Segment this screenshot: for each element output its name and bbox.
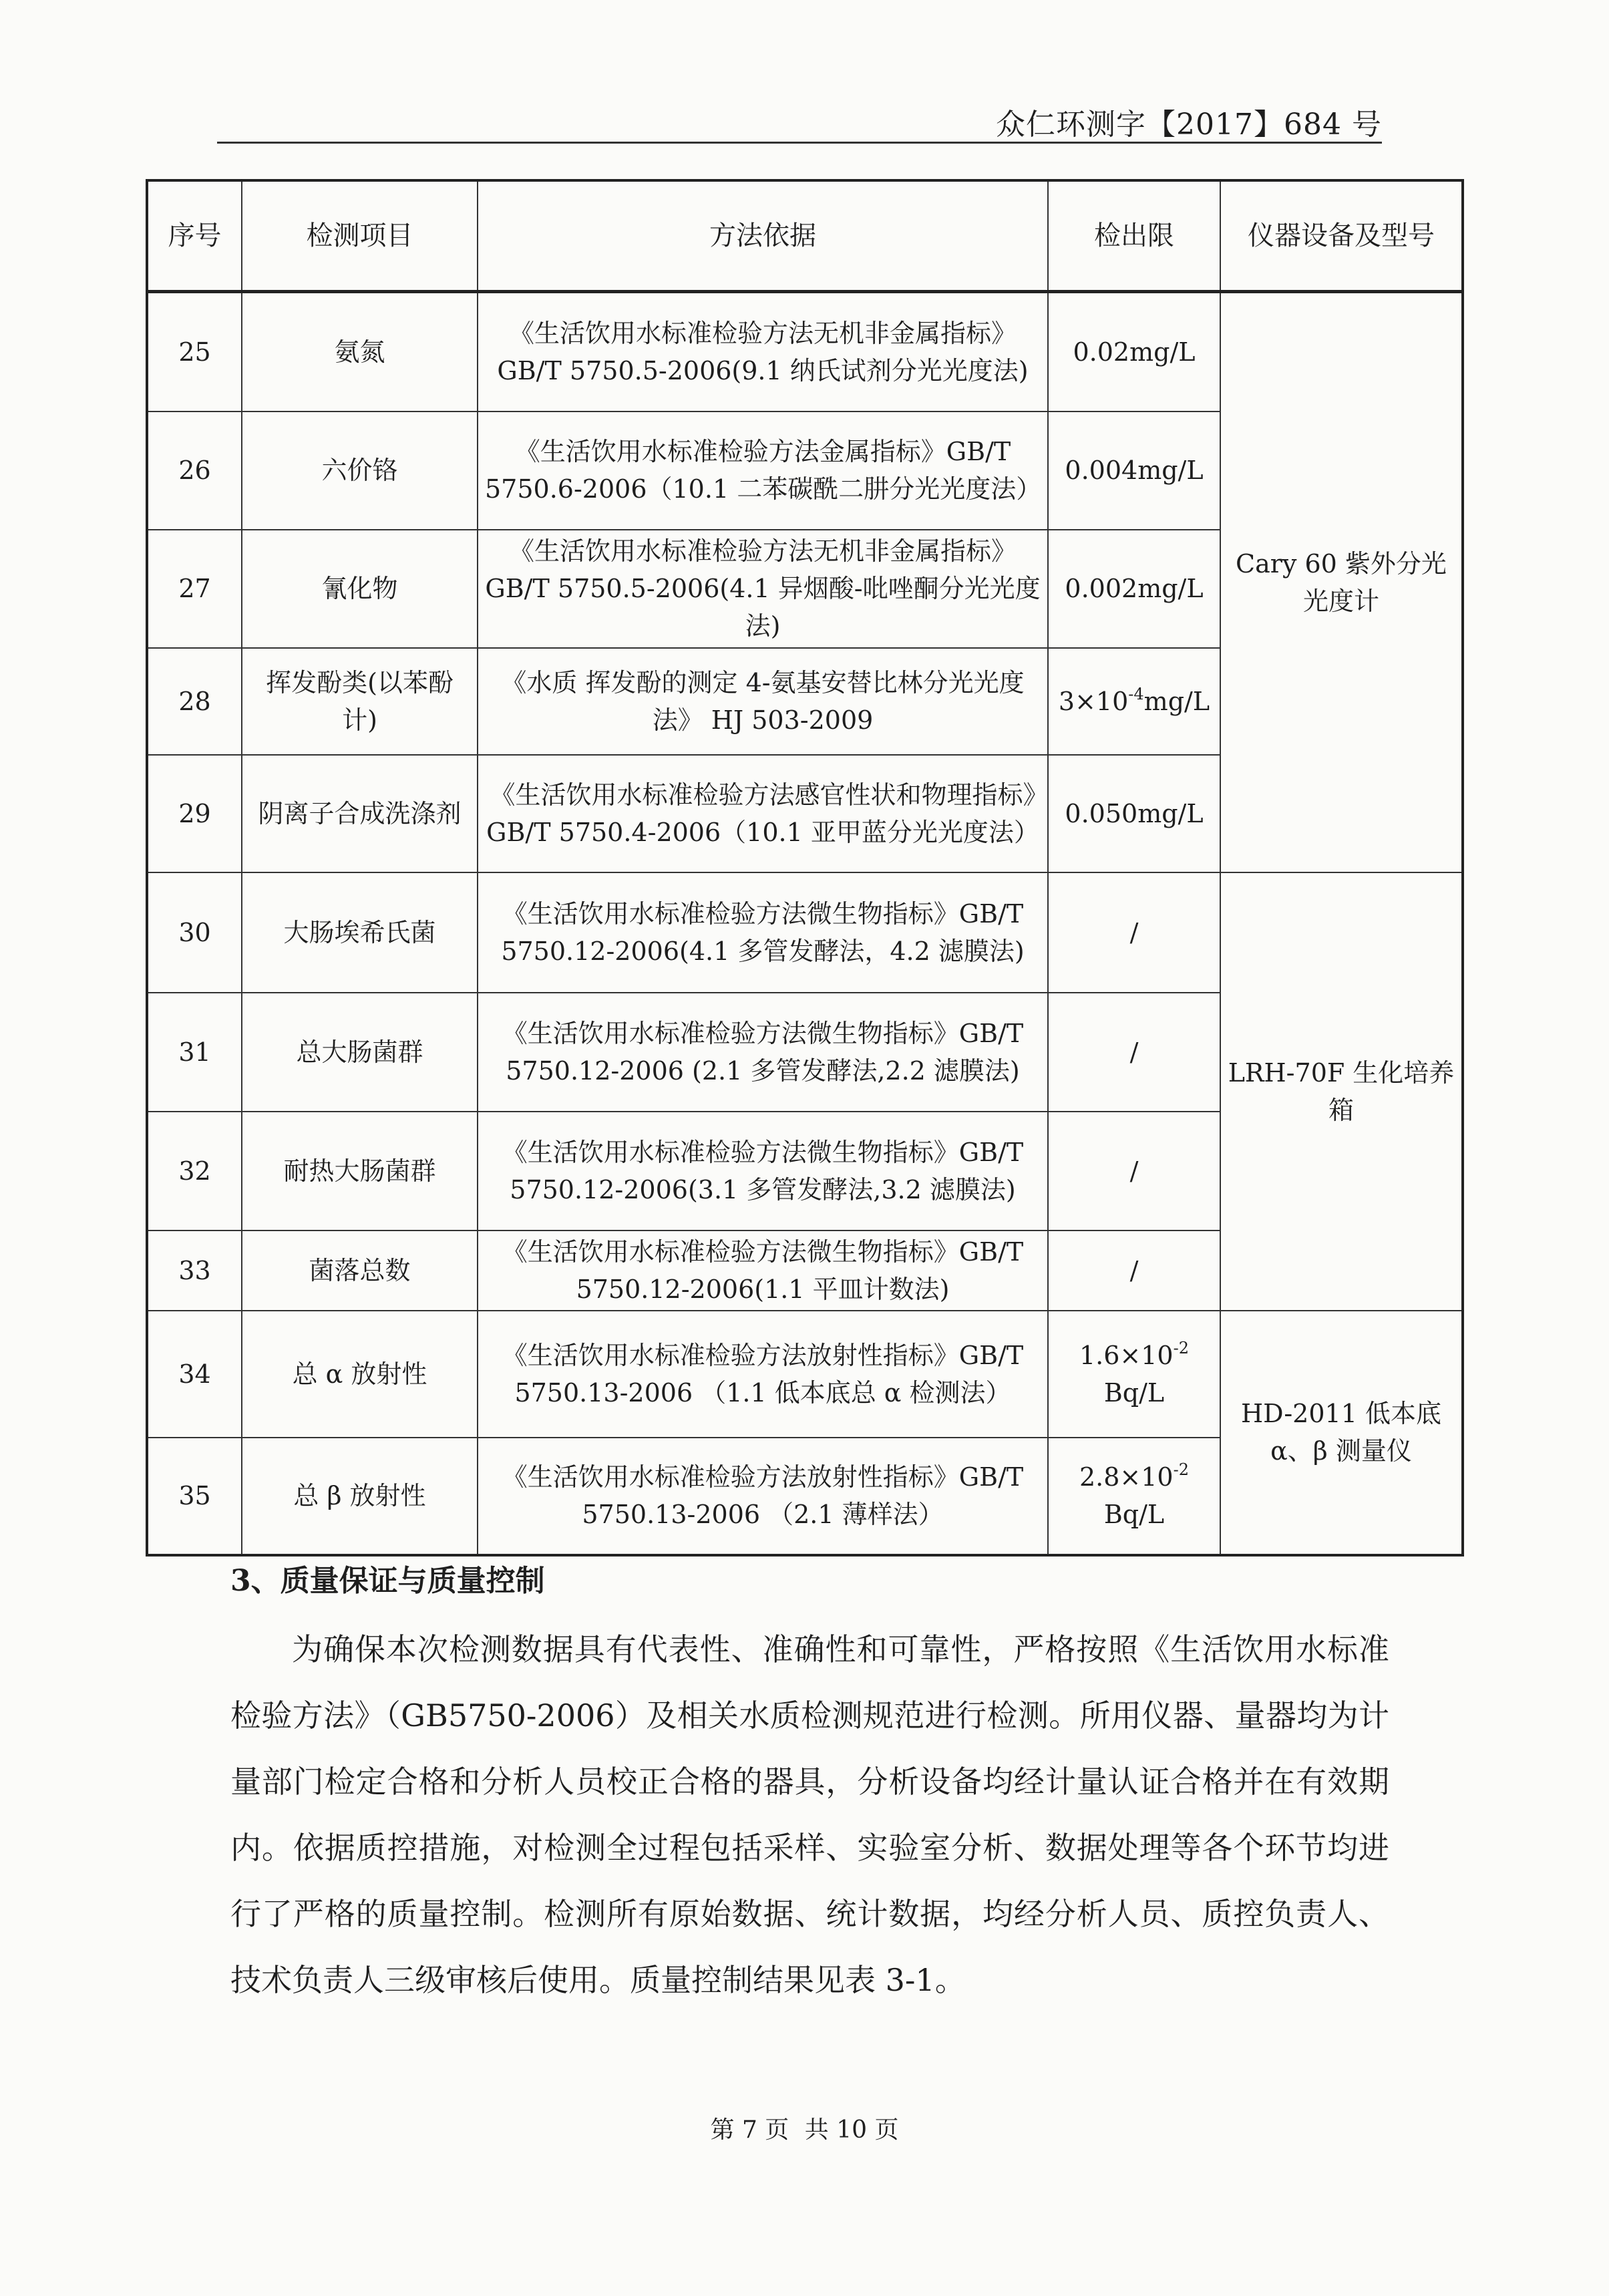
- row-no: 26: [147, 412, 242, 530]
- section-paragraph: 为确保本次检测数据具有代表性、准确性和可靠性，严格按照《生活饮用水标准检验方法》（GB5750-2006）及相关水质检测规范进行检测。所用仪器、量器均为计量部门检定合格和分析人员校正合格的器具，分析设备均经计量认证合格并在有效期内。依据质控措施，对检测全过程包括采样、实验室分析、数据处理等各个环节均进行了严格的质量控制。检测所有原始数据、统计数据，均经分析人员、质控负责人、技术负责人三级审核后使用。质量控制结果见表 3-1。: [230, 1631, 1389, 1998]
- instrument-cell: HD-2011 低本底α、β 测量仪: [1220, 1311, 1463, 1555]
- document-number: 众仁环测字【2017】684 号: [996, 108, 1382, 142]
- row-limit: /: [1048, 1112, 1220, 1231]
- row-method: 《生活饮用水标准检验方法微生物指标》GB/T 5750.12-2006(3.1 多管发酵法,3.2 滤膜法): [478, 1112, 1048, 1231]
- column-header-method: 方法依据: [478, 180, 1048, 292]
- row-item: 菌落总数: [242, 1231, 478, 1311]
- column-header-limit: 检出限: [1048, 180, 1220, 292]
- limit-exponent: -2: [1173, 1460, 1190, 1479]
- row-no: 29: [147, 755, 242, 872]
- limit-exponent: -2: [1173, 1338, 1190, 1357]
- row-limit: /: [1048, 1231, 1220, 1311]
- row-method: 《生活饮用水标准检验方法感官性状和物理指标》GB/T 5750.4-2006（10.1 亚甲蓝分光光度法）: [478, 755, 1048, 872]
- row-limit: 0.050mg/L: [1048, 755, 1220, 872]
- row-item: 六价铬: [242, 412, 478, 530]
- row-limit: /: [1048, 872, 1220, 993]
- row-no: 34: [147, 1311, 242, 1438]
- limit-base: 3×10: [1058, 686, 1129, 716]
- instrument-cell: Cary 60 紫外分光光度计: [1220, 292, 1463, 872]
- row-method: 《生活饮用水标准检验方法微生物指标》GB/T 5750.12-2006(4.1 多管发酵法，4.2 滤膜法): [478, 872, 1048, 993]
- row-item: 挥发酚类(以苯酚计): [242, 648, 478, 755]
- row-item: 总大肠菌群: [242, 993, 478, 1112]
- row-item: 耐热大肠菌群: [242, 1112, 478, 1231]
- row-limit: 0.004mg/L: [1048, 412, 1220, 530]
- row-method: 《生活饮用水标准检验方法无机非金属指标》GB/T 5750.5-2006(4.1 异烟酸-吡唑酮分光光度法): [478, 530, 1048, 648]
- header-divider: [217, 142, 1382, 144]
- column-header-no: 序号: [147, 180, 242, 292]
- table-row: [147, 872, 1463, 993]
- limit-unit: Bq/L: [1103, 1500, 1165, 1529]
- column-header-item: 检测项目: [242, 180, 478, 292]
- page-footer: [0, 2111, 1609, 2145]
- limit-unit: Bq/L: [1103, 1377, 1165, 1408]
- row-limit: [1048, 648, 1220, 755]
- row-limit: [1048, 1438, 1220, 1555]
- row-no: 32: [147, 1112, 242, 1231]
- row-item: 氰化物: [242, 530, 478, 648]
- row-item: 氨氮: [242, 292, 478, 412]
- row-no: 27: [147, 530, 242, 648]
- column-header-instrument: 仪器设备及型号: [1220, 180, 1463, 292]
- row-no: 33: [147, 1231, 242, 1311]
- row-no: 25: [147, 292, 242, 412]
- table-row: [147, 1311, 1463, 1438]
- row-item: 大肠埃希氏菌: [242, 872, 478, 993]
- row-item: 阴离子合成洗涤剂: [242, 755, 478, 872]
- row-method: 《生活饮用水标准检验方法微生物指标》GB/T 5750.12-2006 (2.1 多管发酵法,2.2 滤膜法): [478, 993, 1048, 1112]
- row-method: 《生活饮用水标准检验方法无机非金属指标》GB/T 5750.5-2006(9.1 纳氏试剂分光光度法): [478, 292, 1048, 412]
- row-limit: 0.02mg/L: [1048, 292, 1220, 412]
- row-method: 《水质 挥发酚的测定 4-氨基安替比林分光光度法》 HJ 503-2009: [478, 648, 1048, 755]
- instrument-cell: LRH-70F 生化培养箱: [1220, 872, 1463, 1311]
- row-item: 总 α 放射性: [242, 1311, 478, 1438]
- section-title: 3、质量保证与质量控制: [230, 1564, 545, 1598]
- row-limit: 0.002mg/L: [1048, 530, 1220, 648]
- table-header-row: [147, 180, 1463, 292]
- row-limit: [1048, 1311, 1220, 1438]
- limit-unit: mg/L: [1143, 686, 1210, 716]
- row-no: 31: [147, 993, 242, 1112]
- row-method: 《生活饮用水标准检验方法放射性指标》GB/T 5750.13-2006 （1.1 低本底总 α 检测法）: [478, 1311, 1048, 1438]
- row-method: 《生活饮用水标准检验方法微生物指标》GB/T 5750.12-2006(1.1 平皿计数法): [478, 1231, 1048, 1311]
- table-row: [147, 292, 1463, 412]
- limit-base: 2.8×10: [1079, 1462, 1174, 1492]
- row-no: 28: [147, 648, 242, 755]
- page-number: 第 7 页: [710, 2116, 789, 2144]
- method-table: [146, 179, 1464, 1556]
- row-item: 总 β 放射性: [242, 1438, 478, 1555]
- row-no: 30: [147, 872, 242, 993]
- row-no: 35: [147, 1438, 242, 1555]
- page-total: 共 10 页: [804, 2116, 899, 2144]
- limit-base: 1.6×10: [1079, 1340, 1174, 1370]
- limit-exponent: -4: [1128, 684, 1144, 703]
- row-limit: /: [1048, 993, 1220, 1112]
- row-method: 《生活饮用水标准检验方法金属指标》GB/T 5750.6-2006（10.1 二苯碳酰二肼分光光度法）: [478, 412, 1048, 530]
- row-method: 《生活饮用水标准检验方法放射性指标》GB/T 5750.13-2006 （2.1 薄样法）: [478, 1438, 1048, 1555]
